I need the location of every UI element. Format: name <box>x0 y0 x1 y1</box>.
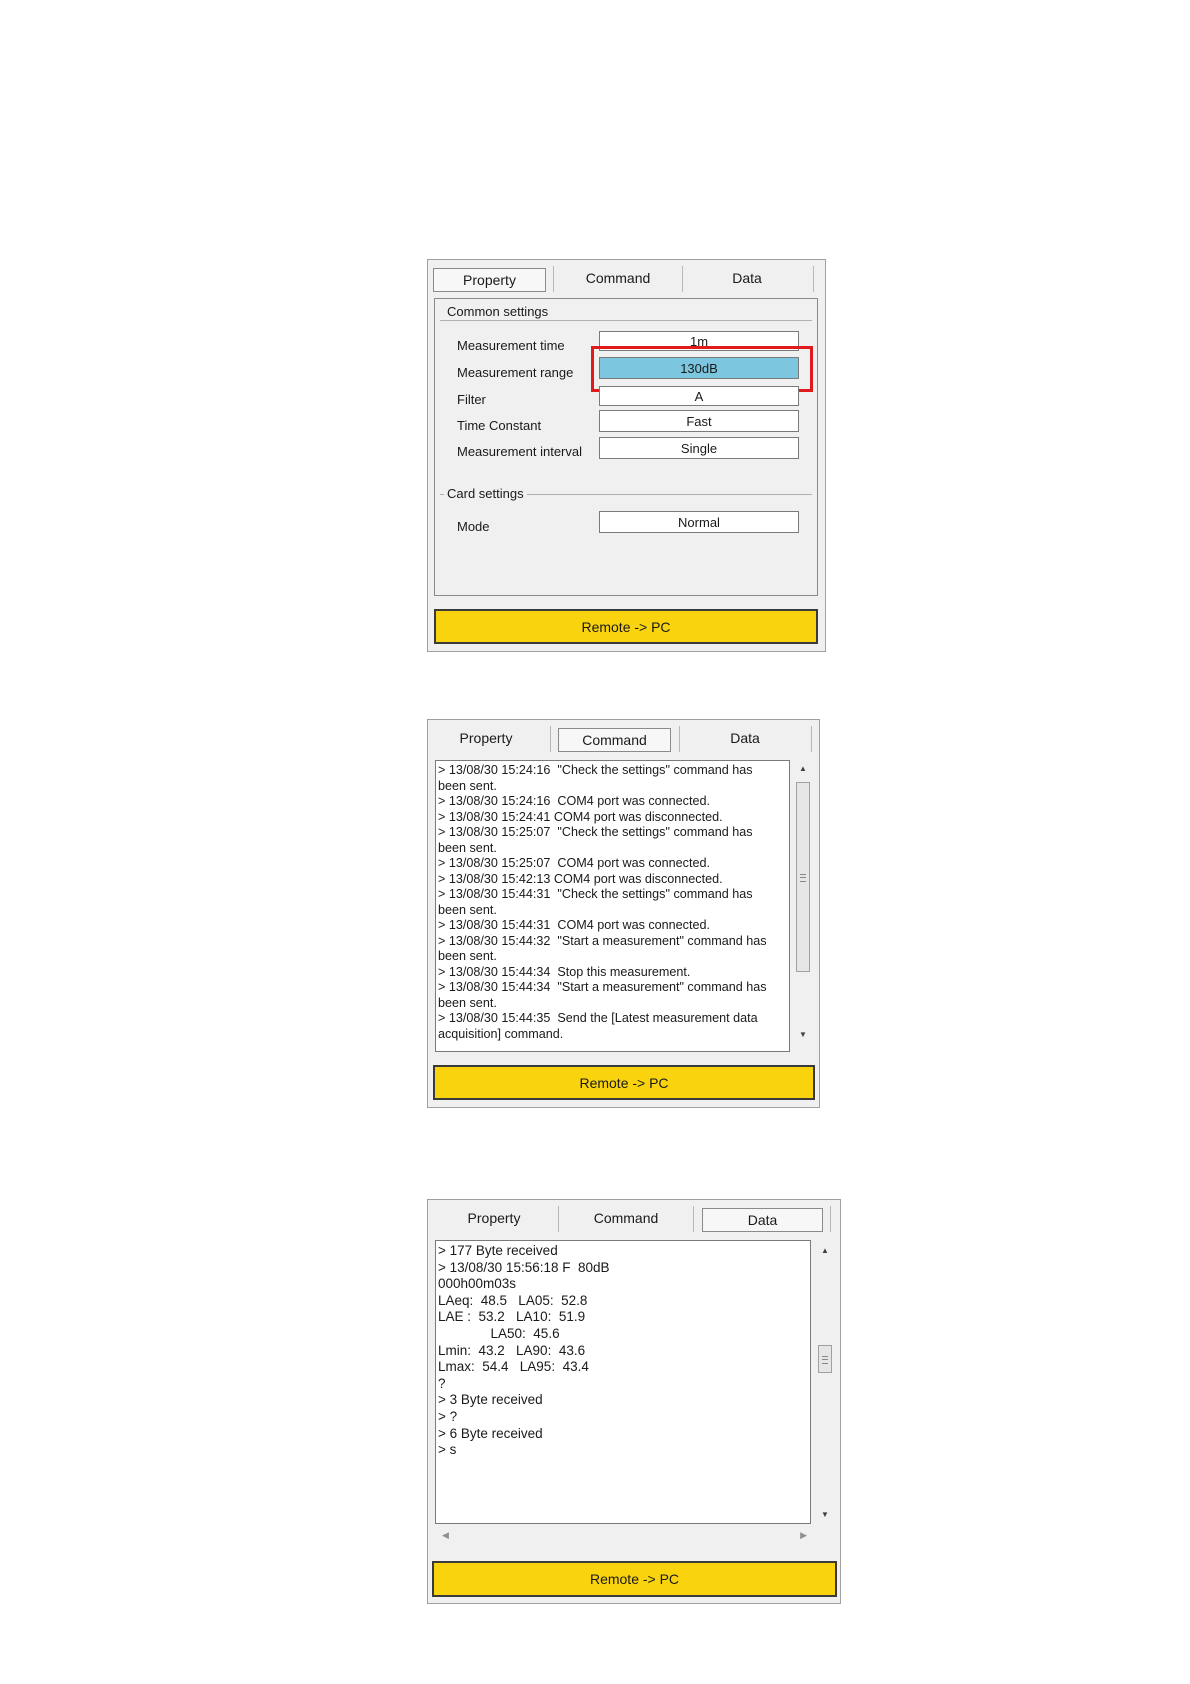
common-settings-title: Common settings <box>444 304 551 319</box>
tab-bar <box>428 720 819 756</box>
tab-property[interactable]: Property <box>433 268 546 292</box>
log-line: > 13/08/30 15:24:16 COM4 port was connected. <box>438 794 710 808</box>
tab-data[interactable]: Data <box>730 730 760 746</box>
data-line: > ? <box>438 1408 458 1424</box>
filter-field[interactable]: A <box>599 386 799 406</box>
log-line: > 13/08/30 15:44:32 "Start a measurement" command has <box>438 933 767 948</box>
scroll-down-icon[interactable]: ▼ <box>799 1030 807 1039</box>
data-line: > 13/08/30 15:56:18 F 80dB <box>438 1259 610 1275</box>
vertical-scrollbar[interactable] <box>817 1240 833 1524</box>
measurement-time-field[interactable]: 1m <box>599 331 799 351</box>
log-line: > 13/08/30 15:25:07 "Check the settings" command has <box>438 825 753 839</box>
data-line: LAE : 53.2 LA10: 51.9 <box>438 1309 586 1325</box>
data-line: > 177 Byte received <box>438 1243 558 1258</box>
data-line: 000h00m03s <box>438 1276 517 1292</box>
remote-to-pc-button[interactable]: Remote -> PC <box>433 1065 815 1100</box>
settings-area <box>434 298 818 596</box>
log-line: > 13/08/30 15:44:34 "Start a measurement" command has <box>438 980 767 994</box>
data-output[interactable] <box>435 1240 811 1524</box>
log-line: > 13/08/30 15:44:31 "Check the settings" command has <box>438 887 753 901</box>
data-line: LAeq: 48.5 LA05: 52.8 <box>438 1292 588 1308</box>
scroll-up-icon[interactable]: ▲ <box>821 1246 829 1255</box>
vertical-scrollbar[interactable] <box>795 760 811 1052</box>
data-line: ? <box>438 1375 446 1391</box>
log-line: been sent. <box>438 902 497 917</box>
mode-label: Mode <box>457 519 490 534</box>
scroll-thumb[interactable] <box>818 1345 832 1373</box>
log-line: been sent. <box>438 840 497 855</box>
time-constant-label: Time Constant <box>457 418 542 433</box>
log-line: > 13/08/30 15:44:35 Send the [Latest measurement data <box>438 1011 758 1025</box>
tab-property[interactable]: Property <box>459 730 513 746</box>
log-line: been sent. <box>438 949 497 963</box>
log-line: > 13/08/30 15:44:34 Stop this measurement. <box>438 964 691 979</box>
scroll-up-icon[interactable]: ▲ <box>799 764 807 773</box>
log-line: > 13/08/30 15:44:31 COM4 port was connected. <box>438 918 710 932</box>
data-line: Lmax: 54.4 LA95: 43.4 <box>438 1359 589 1375</box>
time-constant-field[interactable]: Fast <box>599 410 799 432</box>
scroll-thumb[interactable] <box>796 782 810 972</box>
data-line: > 6 Byte received <box>438 1425 543 1441</box>
measurement-time-label: Measurement time <box>457 338 565 353</box>
tab-command[interactable]: Command <box>558 728 671 752</box>
tab-data[interactable]: Data <box>732 270 762 286</box>
data-line: Lmin: 43.2 LA90: 43.6 <box>438 1342 586 1358</box>
filter-label: Filter <box>457 392 486 407</box>
measurement-interval-label: Measurement interval <box>457 444 582 459</box>
data-line: > s <box>438 1442 457 1458</box>
log-line: been sent. <box>438 778 497 793</box>
measurement-range-field[interactable]: 130dB <box>599 357 799 379</box>
command-log[interactable] <box>435 760 790 1052</box>
data-panel <box>427 1199 841 1604</box>
horizontal-scrollbar[interactable] <box>435 1530 811 1544</box>
tab-command[interactable]: Command <box>593 1210 659 1226</box>
log-line: been sent. <box>438 995 497 1010</box>
log-line: > 13/08/30 15:25:07 COM4 port was connected. <box>438 856 710 870</box>
measurement-interval-field[interactable]: Single <box>599 437 799 459</box>
card-settings-title: Card settings <box>444 486 527 501</box>
remote-to-pc-button[interactable]: Remote -> PC <box>434 609 818 644</box>
command-panel <box>427 719 820 1108</box>
tab-data[interactable]: Data <box>702 1208 823 1232</box>
mode-field[interactable]: Normal <box>599 511 799 533</box>
data-line: LA50: 45.6 <box>438 1325 560 1341</box>
data-line: > 3 Byte received <box>438 1392 543 1408</box>
scroll-right-icon[interactable]: ▶ <box>800 1530 807 1540</box>
tab-bar <box>428 260 825 296</box>
log-line: > 13/08/30 15:42:13 COM4 port was disconnected. <box>438 871 723 886</box>
tab-property[interactable]: Property <box>467 1210 521 1226</box>
scroll-down-icon[interactable]: ▼ <box>821 1510 829 1519</box>
remote-to-pc-button[interactable]: Remote -> PC <box>432 1561 837 1597</box>
tab-bar <box>428 1200 840 1236</box>
log-line: acquisition] command. <box>438 1026 564 1041</box>
log-line: > 13/08/30 15:24:16 "Check the settings" command has <box>438 763 753 777</box>
tab-command[interactable]: Command <box>585 270 651 286</box>
log-line: > 13/08/30 15:24:41 COM4 port was disconnected. <box>438 809 723 824</box>
property-panel <box>427 259 826 652</box>
scroll-left-icon[interactable]: ◀ <box>442 1530 449 1540</box>
measurement-range-label: Measurement range <box>457 365 574 380</box>
